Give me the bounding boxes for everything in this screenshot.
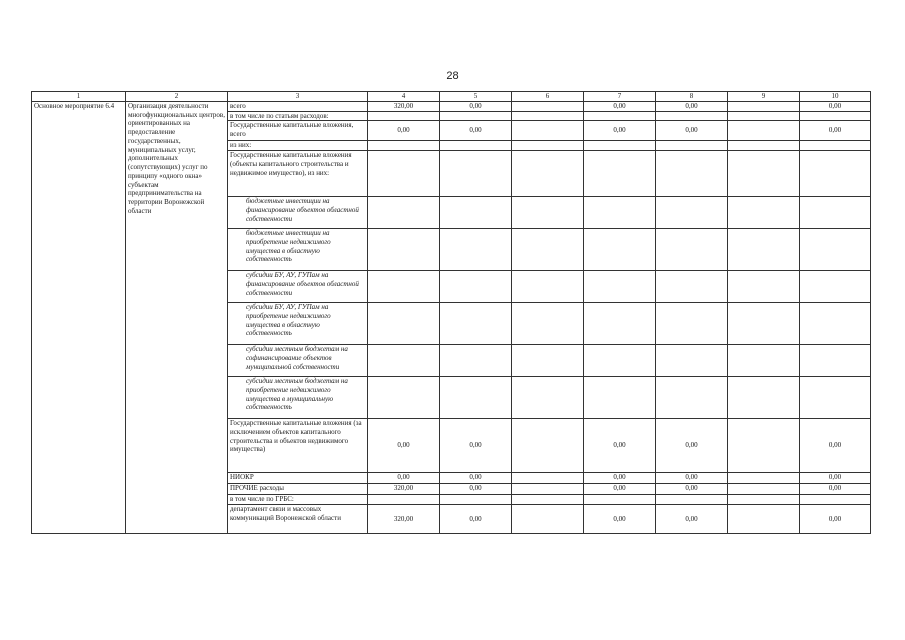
value-cell-7: 0,00 [584, 505, 656, 534]
expense-label: всего [228, 101, 368, 111]
value-cell-4 [368, 151, 440, 197]
value-cell-10: 0,00 [800, 505, 871, 534]
value-cell-7 [584, 271, 656, 303]
expense-label: в том числе по статьям расходов: [228, 111, 368, 121]
value-cell-6 [512, 419, 584, 473]
expense-label: Государственные капитальные вложения, всего [228, 121, 368, 141]
value-cell-5 [440, 111, 512, 121]
col-header: 9 [728, 92, 800, 102]
value-cell-9 [728, 229, 800, 271]
value-cell-6 [512, 505, 584, 534]
value-cell-9 [728, 345, 800, 377]
value-cell-4 [368, 345, 440, 377]
value-cell-8 [656, 303, 728, 345]
value-cell-10 [800, 303, 871, 345]
value-cell-5 [440, 345, 512, 377]
value-cell-5 [440, 197, 512, 229]
expense-label: бюджетные инвестиции на приобретение недвижимого имущества в областную собственность [228, 229, 368, 271]
value-cell-10 [800, 345, 871, 377]
col-header: 6 [512, 92, 584, 102]
value-cell-10 [800, 229, 871, 271]
value-cell-9 [728, 505, 800, 534]
value-cell-8: 0,00 [656, 505, 728, 534]
budget-table [31, 91, 871, 534]
expense-label: Государственные капитальные вложения (объекты капитального строительства и недвижимое имущество), из них: [228, 151, 368, 197]
expense-label: НИОКР [228, 473, 368, 484]
value-cell-8: 0,00 [656, 101, 728, 111]
value-cell-5 [440, 141, 512, 151]
col-header: 2 [126, 92, 228, 102]
value-cell-8: 0,00 [656, 419, 728, 473]
expense-label: бюджетные инвестиции на финансирование объектов областной собственности [228, 197, 368, 229]
value-cell-6 [512, 484, 584, 495]
value-cell-4: 0,00 [368, 121, 440, 141]
value-cell-4 [368, 111, 440, 121]
value-cell-4: 0,00 [368, 419, 440, 473]
value-cell-6 [512, 473, 584, 484]
value-cell-10: 0,00 [800, 419, 871, 473]
value-cell-4: 320,00 [368, 484, 440, 495]
value-cell-9 [728, 271, 800, 303]
col-header: 3 [228, 92, 368, 102]
expense-label: субсидии БУ, АУ, ГУПам на финансирование объектов областной собственности [228, 271, 368, 303]
value-cell-9 [728, 495, 800, 505]
value-cell-5: 0,00 [440, 101, 512, 111]
value-cell-5 [440, 303, 512, 345]
value-cell-7: 0,00 [584, 121, 656, 141]
value-cell-9 [728, 111, 800, 121]
value-cell-8 [656, 141, 728, 151]
value-cell-5: 0,00 [440, 419, 512, 473]
value-cell-7 [584, 345, 656, 377]
expense-label: департамент связи и массовых коммуникаций Воронежской области [228, 505, 368, 534]
value-cell-10 [800, 377, 871, 419]
value-cell-6 [512, 377, 584, 419]
value-cell-9 [728, 101, 800, 111]
value-cell-9 [728, 197, 800, 229]
value-cell-6 [512, 229, 584, 271]
value-cell-7: 0,00 [584, 484, 656, 495]
value-cell-8 [656, 111, 728, 121]
value-cell-4 [368, 495, 440, 505]
value-cell-8: 0,00 [656, 484, 728, 495]
value-cell-5 [440, 377, 512, 419]
value-cell-5: 0,00 [440, 505, 512, 534]
value-cell-9 [728, 151, 800, 197]
value-cell-4 [368, 271, 440, 303]
value-cell-10: 0,00 [800, 121, 871, 141]
value-cell-8 [656, 377, 728, 419]
value-cell-7: 0,00 [584, 419, 656, 473]
value-cell-10 [800, 151, 871, 197]
value-cell-10: 0,00 [800, 484, 871, 495]
value-cell-10: 0,00 [800, 101, 871, 111]
col-header: 5 [440, 92, 512, 102]
col-header: 4 [368, 92, 440, 102]
value-cell-10: 0,00 [800, 473, 871, 484]
value-cell-5 [440, 495, 512, 505]
col-header: 7 [584, 92, 656, 102]
value-cell-8 [656, 197, 728, 229]
value-cell-7 [584, 151, 656, 197]
value-cell-7 [584, 229, 656, 271]
value-cell-9 [728, 121, 800, 141]
value-cell-5: 0,00 [440, 121, 512, 141]
value-cell-9 [728, 141, 800, 151]
value-cell-6 [512, 151, 584, 197]
expense-label: субсидии БУ, АУ, ГУПам на приобретение недвижимого имущества в областную собственность [228, 303, 368, 345]
table-row [32, 101, 871, 111]
value-cell-7 [584, 377, 656, 419]
col-header: 1 [32, 92, 126, 102]
col-header: 10 [800, 92, 871, 102]
value-cell-4 [368, 303, 440, 345]
value-cell-8 [656, 271, 728, 303]
value-cell-5 [440, 229, 512, 271]
value-cell-6 [512, 101, 584, 111]
value-cell-6 [512, 121, 584, 141]
value-cell-9 [728, 473, 800, 484]
value-cell-10 [800, 197, 871, 229]
value-cell-9 [728, 484, 800, 495]
value-cell-4 [368, 141, 440, 151]
value-cell-7 [584, 111, 656, 121]
value-cell-4: 0,00 [368, 473, 440, 484]
header-row [32, 92, 871, 102]
value-cell-6 [512, 345, 584, 377]
value-cell-6 [512, 271, 584, 303]
value-cell-10 [800, 495, 871, 505]
value-cell-10 [800, 111, 871, 121]
value-cell-8 [656, 229, 728, 271]
value-cell-7 [584, 495, 656, 505]
value-cell-6 [512, 141, 584, 151]
expense-label: в том числе по ГРБС: [228, 495, 368, 505]
page-number: 28 [446, 70, 459, 82]
value-cell-7: 0,00 [584, 101, 656, 111]
value-cell-6 [512, 303, 584, 345]
event-code-cell: Основное мероприятие 6.4 [32, 101, 126, 533]
value-cell-7 [584, 303, 656, 345]
expense-label: ПРОЧИЕ расходы [228, 484, 368, 495]
expense-label: Государственные капитальные вложения (за исключением объектов капитального строительства и объектов недвижимого имущества) [228, 419, 368, 473]
value-cell-6 [512, 495, 584, 505]
value-cell-4 [368, 229, 440, 271]
value-cell-4 [368, 377, 440, 419]
value-cell-8: 0,00 [656, 473, 728, 484]
expense-label: субсидии местным бюджетам на приобретение недвижимого имущества в муниципальную собственность [228, 377, 368, 419]
value-cell-10 [800, 141, 871, 151]
value-cell-5: 0,00 [440, 484, 512, 495]
value-cell-9 [728, 419, 800, 473]
value-cell-8 [656, 495, 728, 505]
value-cell-5 [440, 151, 512, 197]
value-cell-9 [728, 303, 800, 345]
value-cell-7 [584, 141, 656, 151]
value-cell-10 [800, 271, 871, 303]
value-cell-7: 0,00 [584, 473, 656, 484]
value-cell-8 [656, 345, 728, 377]
value-cell-5 [440, 271, 512, 303]
col-header: 8 [656, 92, 728, 102]
value-cell-6 [512, 111, 584, 121]
value-cell-7 [584, 197, 656, 229]
expense-label: из них: [228, 141, 368, 151]
value-cell-4 [368, 197, 440, 229]
value-cell-8 [656, 151, 728, 197]
value-cell-5: 0,00 [440, 473, 512, 484]
value-cell-4: 320,00 [368, 101, 440, 111]
value-cell-9 [728, 377, 800, 419]
expense-label: субсидии местным бюджетам на софинансирование объектов муниципальной собственности [228, 345, 368, 377]
event-name-cell: Организация деятельности многофункциональных центров, ориентированных на предоставление государственных, муниципальных услуг, дополнительных (сопутствующих) услуг по принципу «одного окна» субъектам предпринимательства на территории Воронежской области [126, 101, 228, 533]
value-cell-6 [512, 197, 584, 229]
value-cell-8: 0,00 [656, 121, 728, 141]
value-cell-4: 320,00 [368, 505, 440, 534]
